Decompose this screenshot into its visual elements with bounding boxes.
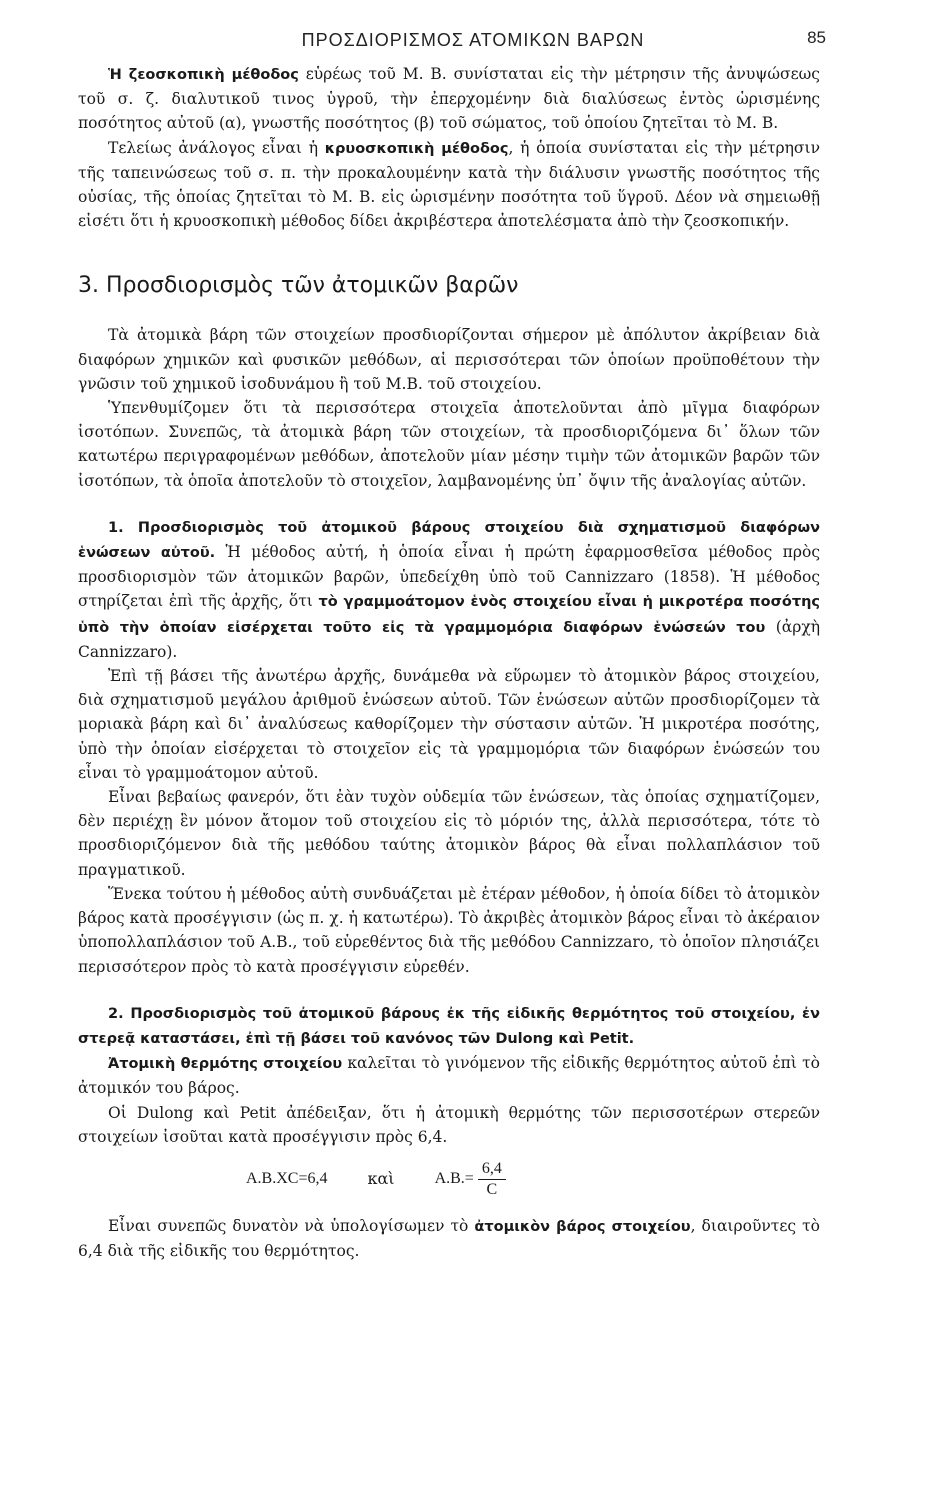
fraction-numerator: 6,4 [478,1159,506,1180]
term-atomic-heat: Ἀτομικὴ θερμότης στοιχείου [108,1056,343,1073]
formula-conjunction: καὶ [367,1169,395,1189]
paragraph-text: εὑρέως τοῦ Μ. Β. συνίσταται εἰς τὴν μέτρησιν τῆς ἀνυψώσεως τοῦ σ. ζ. διαλυτικοῦ τινος ὑγροῦ, τὴν ἐπερχομένην διὰ διαλύσεως ἐντὸς ὡρισμένης ποσότητος αὐτοῦ (α), γνωστῆς ποσότητος (β) τοῦ σώματος, τοῦ ὁποίου ζητεῖται τὸ Μ. Β. [78,65,820,133]
paragraph-text: , ἡ ὁποία συνίσταται εἰς τὴν μέτρησιν τῆς ταπεινώσεως τοῦ σ. π. τὴν προκαλουμένην κατὰ τὴν διάλυσιν γνωστῆς ποσότητος τῆς οὐσίας, τῆς ὁποίας ζητεῖται τὸ Μ. Β. εἰς ὡρισμένην ποσότητα τοῦ ὕγροῦ. Δέον νὰ σημειωθῇ εἰσέτι ὅτι ἡ κρυοσκοπικὴ μέθοδος δίδει ἀκριβέστερα ἀποτελέσματα ἀπὸ τὴν ζεοσκοπικήν. [78,138,820,231]
paragraph-text: καλεῖται τὸ γινόμενον τῆς εἰδικῆς θερμότητος αὐτοῦ ἐπὶ τὸ ἀτομικόν του βάρος. [78,1054,820,1098]
paragraph-method-1-procedure: Ἐπὶ τῇ βάσει τῆς ἀνωτέρω ἀρχῆς, δυνάμεθα νὰ εὕρωμεν τὸ ἀτομικὸν βάρος στοιχείου, διὰ σχηματισμοῦ μεγάλου ἀριθμοῦ ἑνώσεων αὐτοῦ. Τῶν ἑνώσεων αὐτῶν προσδιορίζομεν τὰ μοριακὰ βάρη καὶ δι᾿ ἀναλύσεως καθορίζομεν τὴν σύστασιν αὐτῶν. Ἡ μικροτέρα ποσότης, ὑπὸ τὴν ὁποίαν εἰσέρχεται τὸ στοιχεῖον εἰς τὰ γραμμομόρια τῶν διαφόρων ἑνώσεών του εἶναι τὸ γραμμοάτομον αὐτοῦ. [78,667,820,782]
dulong-petit-formula [246,1159,820,1200]
paragraph-method-2 [78,1001,820,1051]
paragraph-method-1-combination: Ἕνεκα τούτου ἡ μέθοδος αὐτὴ συνδυάζεται μὲ ἑτέραν μέθοδον, ἡ ὁποία δίδει τὸ ἀτομικὸν βάρος κατὰ προσέγγισιν (ὡς π. χ. ἡ κατωτέρω). Τὸ ἀκριβὲς ἀτομικὸν βάρος εἶναι τὸ ἀκέραιον ὑποπολλαπλάσιον τοῦ Α.Β., τοῦ εὑρεθέντος διὰ τῆς μεθόδου Cannizzaro, τὸ ὁποῖον πλησιάζει περισσότερον πρὸς τὸ κατὰ προσέγγισιν εὑρεθέν. [78,884,820,976]
paragraph-text: Εἶναι συνεπῶς δυνατὸν νὰ ὑπολογίσωμεν τὸ [108,1216,475,1235]
method-2-heading: 2. Προσδιορισμὸς τοῦ ἀτομικοῦ βάρους ἐκ τῆς εἰδικῆς θερμότητος τοῦ στοιχείου, ἐν στερεᾷ καταστάσει, ἐπὶ τῇ βάσει τοῦ κανόνος τῶν Dulong καὶ Petit. [78,1005,820,1047]
paragraph-calculation [78,1214,820,1263]
paragraph-text: , διαιροῦντες τὸ 6,4 διὰ τῆς εἰδικῆς του θερμότητος. [78,1216,820,1261]
page-body [78,62,820,1263]
formula-lhs: Α.Β.= [434,1170,474,1188]
paragraph-method-1-caveat: Εἶναι βεβαίως φανερόν, ὅτι ἐὰν τυχὸν οὐδεμία τῶν ἑνώσεων, τὰς ὁποίας σχηματίζομεν, δὲν περιέχῃ ἓν μόνον ἄτομον τοῦ στοιχείου εἰς τὸ μόριόν της, ἀλλὰ περισσότερα, τότε τὸ προσδιοριζόμενον διὰ τῆς μεθόδου ταύτης ἀτομικὸν βάρος θὰ εἶναι πολλαπλάσιον τοῦ πραγματικοῦ. [78,788,820,879]
formula-fraction [478,1159,506,1200]
method-1-heading: 1. Προσδιορισμὸς τοῦ ἀτομικοῦ βάρους στοιχείου διὰ σχηματισμοῦ διαφόρων ἑνώσεων αὐτοῦ. [78,519,820,562]
term-cryoscopic-method: κρυοσκοπικὴ μέθοδος [324,140,509,157]
page-number: 85 [807,28,826,47]
section-3-title: 3. Προσδιορισμὸς τῶν ἀτομικῶν βαρῶν [78,273,519,299]
paragraph-cryoscopy [78,136,820,234]
paragraph-text: Ἡ μέθοδος αὐτή, ἡ ὁποία εἶναι ἡ πρώτη ἐφαρμοσθεῖσα μέθοδος πρὸς προσδιορισμὸν τῶν ἀτομικῶν βαρῶν, ὑπεδείχθη ὑπὸ τοῦ Cannizzaro (1858). Ἡ μέθοδος στηρίζεται ἐπὶ τῆς ἀρχῆς, ὅτι [78,543,820,611]
cannizzaro-principle: τὸ γραμμοάτομον ἑνὸς στοιχείου εἶναι ἡ μικροτέρα ποσότης ὑπὸ τὴν ὁποίαν εἰσέρχεται τοῦτο εἰς τὰ γραμμομόρια διαφόρων ἑνώσεών του [78,594,820,636]
paragraph-dulong-petit: Οἱ Dulong καὶ Petit ἀπέδειξαν, ὅτι ἡ ἀτομικὴ θερμότης τῶν περισσοτέρων στερεῶν στοιχείων ἰσοῦται κατὰ προσέγγισιν πρὸς 6,4. [78,1103,820,1146]
paragraph-text: Τελείως ἀνάλογος εἶναι ἡ [108,138,325,157]
paragraph-atomic-heat [78,1051,820,1100]
paragraph-text: (ἀρχὴ Cannizzaro). [78,617,821,661]
term-atomic-weight: ἀτομικὸν βάρος στοιχείου [474,1218,691,1235]
paragraph-atomic-weights: Τὰ ἀτομικὰ βάρη τῶν στοιχείων προσδιορίζονται σήμερον μὲ ἀπόλυτον ἀκρίβειαν διὰ διαφόρων χημικῶν καὶ φυσικῶν μεθόδων, αἱ περισσότεραι τῶν ὁποίων προϋποθέτουν τὴν γνῶσιν τοῦ χημικοῦ ἰσοδυνάμου ἢ τοῦ Μ.Β. τοῦ στοιχείου. [78,326,820,393]
fraction-denominator: C [486,1180,498,1198]
running-head: ΠΡΟΣΔΙΟΡΙΣΜΟΣ ΑΤΟΜΙΚΩΝ ΒΑΡΩΝ [301,30,645,50]
paragraph-isotopes: Ὑπενθυμίζομεν ὅτι τὰ περισσότερα στοιχεῖα ἀποτελοῦνται ἀπὸ μῖγμα διαφόρων ἰσοτόπων. Συνεπῶς, τὰ ἀτομικὰ βάρη τῶν στοιχείων, τὰ προσδιοριζόμενα δι᾿ ὅλων τῶν κατωτέρω περιγραφομένων μεθόδων, ἀποτελοῦν μίαν μέσην τιμὴν τῶν ἀτομικῶν βαρῶν τῶν ἰσοτόπων, τὰ ὁποῖα ἀποτελοῦν τὸ στοιχεῖον, λαμβανομένης ὑπ᾿ ὄψιν τῆς ἀναλογίας αὐτῶν. [78,399,820,490]
term-ebullioscopic-method: Ἡ ζεοσκοπικὴ μέθοδος [108,67,299,83]
paragraph-ebullioscopy [78,62,820,136]
formula-product: Α.Β.ΧC=6,4 [246,1170,328,1188]
paragraph-method-1 [78,515,820,664]
